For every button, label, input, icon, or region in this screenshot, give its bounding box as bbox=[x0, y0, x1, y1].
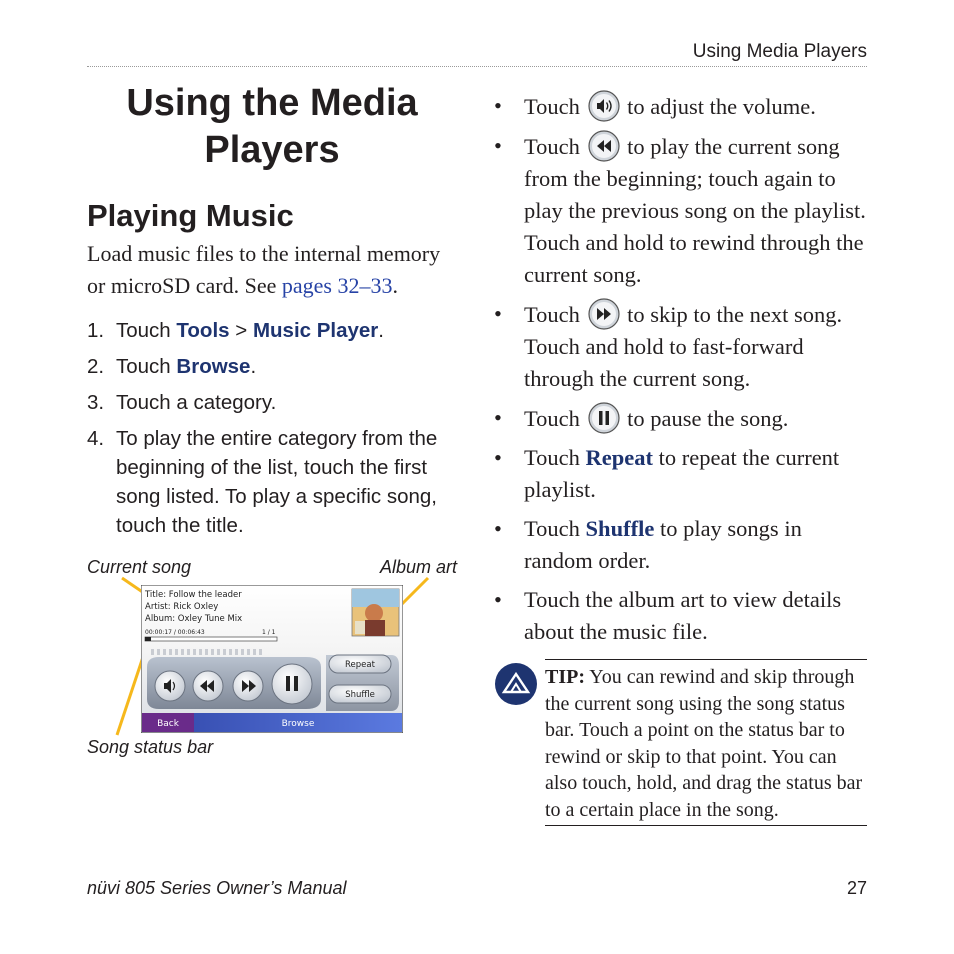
running-header: Using Media Players bbox=[692, 41, 867, 62]
footer-manual-title: nüvi 805 Series Owner’s Manual bbox=[87, 878, 347, 898]
bullet-text: to play songs in random order. bbox=[524, 516, 802, 573]
bullet-dot: • bbox=[494, 93, 502, 118]
section-heading: Playing Music bbox=[87, 198, 294, 233]
music-player-screenshot bbox=[141, 585, 403, 733]
bullet-text: Touch bbox=[524, 134, 580, 159]
bullet-dot: • bbox=[494, 301, 502, 326]
bullet-shuffle bbox=[494, 513, 874, 577]
bullet-dot: • bbox=[494, 587, 502, 612]
bullet-album-art bbox=[494, 584, 874, 648]
back-button[interactable] bbox=[142, 713, 194, 732]
tools-keyword: Tools bbox=[176, 319, 230, 342]
bullet-repeat bbox=[494, 442, 874, 506]
tip-icon bbox=[494, 662, 538, 706]
step-number: 4. bbox=[87, 427, 105, 450]
rewind-button[interactable] bbox=[193, 671, 223, 701]
bullet-dot: • bbox=[494, 133, 502, 158]
bullet-text: to repeat the current playlist. bbox=[524, 445, 840, 502]
bullet-text: to skip to the next song. Touch and hold to fast-forward through the current song. bbox=[524, 302, 843, 391]
tip-box bbox=[545, 659, 867, 826]
pause-icon[interactable] bbox=[588, 402, 620, 434]
fast-forward-button[interactable] bbox=[233, 671, 263, 701]
step-text: Touch bbox=[116, 319, 177, 342]
bullet-text: Touch bbox=[524, 302, 580, 327]
repeat-button[interactable] bbox=[329, 655, 391, 673]
browse-keyword: Browse bbox=[176, 355, 251, 378]
bullet-text: to play the current song from the beginning; touch again to play the previous song on the playlist. Touch and hold to rewind through the current song. bbox=[524, 134, 866, 287]
bullet-text: Touch the album art to view details about the music file. bbox=[524, 587, 842, 644]
bullet-pause bbox=[494, 402, 874, 435]
page-title: Using the Media Players bbox=[126, 82, 418, 171]
callout-line-album-art bbox=[402, 578, 428, 604]
player-screen bbox=[141, 585, 403, 733]
step-text: . bbox=[250, 355, 257, 378]
song-status-bar[interactable] bbox=[145, 637, 277, 641]
intro-text: Load music files to the internal memory or microSD card. See bbox=[87, 241, 441, 298]
step-number: 2. bbox=[87, 355, 105, 378]
bullet-rewind bbox=[494, 130, 874, 291]
tip-text: You can rewind and skip through the current song using the song status bar. Touch a point on the status bar to rewind or skip to that point. You can also touch, hold, and drag the status bar to a certain place in the song. bbox=[545, 666, 863, 821]
album-line: Album: Oxley Tune Mix bbox=[145, 614, 243, 624]
song-progress-fill bbox=[145, 637, 151, 641]
bullet-volume bbox=[494, 90, 874, 123]
repeat-keyword: Repeat bbox=[585, 445, 654, 470]
volume-button[interactable] bbox=[155, 671, 185, 701]
pause-button[interactable] bbox=[272, 664, 312, 704]
browse-label: Browse bbox=[281, 719, 315, 729]
caption-status-bar: Song status bar bbox=[87, 737, 214, 757]
volume-icon[interactable] bbox=[588, 90, 620, 122]
step-number: 3. bbox=[87, 391, 105, 414]
caption-current-song: Current song bbox=[87, 557, 192, 577]
bullet-fast-forward bbox=[494, 298, 874, 395]
bullet-dot: • bbox=[494, 405, 502, 430]
bullet-text: Touch bbox=[524, 406, 580, 431]
page-number: 27 bbox=[846, 878, 867, 898]
artist-line: Artist: Rick Oxley bbox=[145, 602, 219, 612]
step-text: Touch bbox=[116, 355, 177, 378]
step-number: 1. bbox=[87, 319, 105, 342]
step-text: . bbox=[378, 319, 384, 342]
rewind-icon[interactable] bbox=[588, 130, 620, 162]
feature-list bbox=[494, 90, 874, 655]
step-text: To play the entire category from the beginning of the list, touch the first song listed. To play a specific song, touch the title. bbox=[116, 427, 438, 537]
shuffle-keyword: Shuffle bbox=[585, 516, 655, 541]
music-player-keyword: Music Player bbox=[252, 319, 379, 342]
song-time: 00:00:17 / 00:06:43 bbox=[145, 629, 205, 636]
step-text: Touch a category. bbox=[116, 391, 277, 414]
repeat-label: Repeat bbox=[345, 660, 375, 670]
pages-link[interactable]: pages 32–33 bbox=[281, 273, 393, 298]
song-title-line[interactable]: Title: Follow the leader bbox=[145, 590, 242, 600]
browse-button[interactable] bbox=[282, 719, 315, 729]
album-art[interactable] bbox=[352, 589, 399, 636]
step-text: > bbox=[229, 319, 253, 342]
bullet-text: to pause the song. bbox=[627, 406, 789, 431]
shuffle-button[interactable] bbox=[329, 685, 391, 703]
tip-label: TIP: bbox=[545, 666, 585, 688]
bullet-text: Touch bbox=[524, 445, 586, 470]
bullet-dot: • bbox=[494, 445, 502, 470]
fast-forward-icon[interactable] bbox=[588, 298, 620, 330]
bullet-dot: • bbox=[494, 516, 502, 541]
intro-end: . bbox=[392, 273, 398, 298]
bullet-text: Touch bbox=[524, 516, 586, 541]
bullet-text: Touch bbox=[524, 94, 580, 119]
shuffle-label: Shuffle bbox=[345, 690, 375, 700]
caption-album-art: Album art bbox=[380, 557, 458, 577]
bullet-text: to adjust the volume. bbox=[627, 94, 816, 119]
back-label: Back bbox=[157, 719, 179, 729]
track-count: 1 / 1 bbox=[262, 629, 276, 636]
